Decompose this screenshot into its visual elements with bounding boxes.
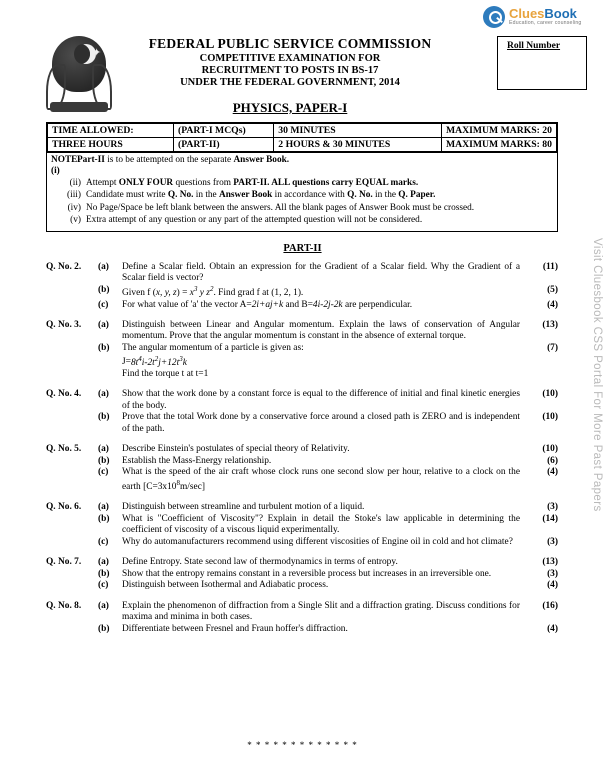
question-part-label: (a): [98, 600, 109, 611]
question-marks: (3): [547, 568, 558, 579]
question-part-label: (b): [98, 284, 110, 295]
question-number: Q. No. 5.: [46, 444, 82, 455]
instructions-frame: [46, 122, 558, 232]
question-number: Q. No. 6.: [46, 502, 82, 513]
question-text: Distinguish between Isothermal and Adiabatic process.: [122, 580, 329, 591]
question-part-row: [46, 285, 558, 300]
exam-line-4: UNDER THE FEDERAL GOVERNMENT, 2014: [180, 77, 400, 88]
question-number: Q. No. 4.: [46, 389, 82, 400]
question-part-label: (b): [98, 568, 110, 579]
question-marks: (10): [542, 444, 558, 455]
question-marks: (4): [547, 623, 558, 634]
question-text: Why do automanufacturers recommend using different viscosities of Engine oil in cold and hot climate?: [122, 536, 513, 547]
question-part-label: (a): [98, 320, 109, 330]
question-number: Q. No. 2.: [46, 262, 82, 272]
question-part-row: [46, 320, 558, 343]
part2-duration: 2 HOURS & 30 MINUTES: [274, 138, 442, 152]
part1-label: (PART-I MCQs): [173, 124, 273, 138]
question-text: Describe Einstein's postulates of special theory of Relativity.: [122, 444, 350, 455]
question-part-label: (a): [98, 557, 109, 568]
part1-max-marks: MAXIMUM MARKS: 20: [441, 124, 556, 138]
note-tag: (iv): [67, 202, 81, 213]
question-part-row: [46, 262, 558, 285]
cluesbook-tagline: Education, career counseling: [509, 20, 582, 27]
question-part-row: [46, 343, 558, 381]
cluesbook-search-icon: [483, 6, 505, 28]
question-text: Prove that the total Work done by a conservative force around a closed path is ZERO and is independent of the path.: [122, 412, 520, 434]
crescent-moon-icon: [70, 44, 90, 64]
question-text: Define a Scalar field. Obtain an expression for the Gradient of a Scalar field. Why the Gradient of a Scalar field is vector?: [122, 262, 520, 284]
cluesbook-name-part2: Book: [544, 6, 577, 22]
commission-title: FEDERAL PUBLIC SERVICE COMMISSION: [148, 36, 432, 51]
note-tag: (iii): [67, 190, 81, 201]
question-marks: (10): [542, 412, 558, 423]
exam-line-3: RECRUITMENT TO POSTS IN BS-17: [201, 65, 379, 76]
question-text: Distinguish between streamline and turbulent motion of a liquid.: [122, 502, 365, 513]
note-tag: NOTE:(i): [51, 155, 81, 177]
notes-block: [47, 152, 557, 231]
question-marks: (4): [547, 467, 558, 478]
question-marks: (6): [547, 455, 558, 466]
question-number: Q. No. 8.: [46, 600, 82, 611]
question-part-label: (b): [98, 623, 110, 634]
question-part-label: (c): [98, 580, 109, 591]
question-group: [46, 389, 558, 435]
question-part-label: (a): [98, 262, 109, 272]
question-part-row: [46, 580, 558, 591]
question-number: Q. No. 7.: [46, 557, 82, 568]
part2-label: (PART-II): [173, 138, 273, 152]
question-number: Q. No. 3.: [46, 320, 82, 330]
side-watermark: Visit Cluesbook CSS Portal For More Past Papers: [591, 238, 603, 512]
question-marks: (13): [542, 320, 558, 330]
question-part-row: [46, 467, 558, 493]
question-part-label: (b): [98, 342, 110, 353]
question-group: [46, 601, 558, 635]
star-icon: ✦: [92, 47, 102, 59]
note-item: [51, 215, 553, 226]
questions-list: [46, 262, 558, 644]
note-item: [51, 178, 553, 189]
question-group: [46, 444, 558, 493]
question-text: Define Entropy. State second law of thermodynamics in terms of entropy.: [122, 557, 398, 568]
question-part-row: [46, 537, 558, 548]
question-group: [46, 557, 558, 591]
note-item: [51, 190, 553, 201]
question-part-row: [46, 456, 558, 467]
question-part-label: (b): [98, 412, 110, 423]
part2-heading: PART-II: [283, 243, 322, 254]
question-part-row: [46, 389, 558, 412]
question-marks: (5): [547, 284, 558, 295]
question-text: Establish the Mass-Energy relationship.: [122, 455, 272, 466]
question-part-label: (b): [98, 455, 110, 466]
document-header: [120, 36, 460, 116]
marks-table: [47, 123, 557, 152]
table-row: [48, 124, 557, 138]
question-group: [46, 262, 558, 311]
question-marks: (4): [547, 299, 558, 310]
cluesbook-title: [509, 7, 582, 21]
part1-duration: 30 MINUTES: [274, 124, 442, 138]
exam-line-2: COMPETITIVE EXAMINATION FOR: [199, 53, 381, 64]
question-part-row: [46, 624, 558, 635]
question-part-row: [46, 300, 558, 311]
note-item: [51, 155, 553, 177]
question-part-label: (c): [98, 467, 109, 478]
question-part-row: [46, 444, 558, 455]
question-part-label: (a): [98, 389, 109, 400]
cluesbook-name-part1: Clues: [509, 6, 545, 22]
question-part-row: [46, 569, 558, 580]
question-marks: (11): [542, 262, 558, 272]
note-item: [51, 203, 553, 214]
cluesbook-wordmark: [509, 7, 582, 26]
question-marks: (3): [547, 502, 558, 513]
question-part-label: (b): [98, 513, 110, 524]
question-group: [46, 320, 558, 380]
question-group: [46, 502, 558, 548]
question-text: The angular momentum of a particle is given as: $J=8t^4i-2t^2j+12t^3k$ Find the torque t at t=1: [122, 342, 304, 379]
question-text: Given f (x, y, $z) = x^3$ y $z^2$. Find grad f at (1, 2, 1).: [122, 284, 304, 299]
note-text: Attempt ONLY FOUR questions from PART-II. ALL questions carry EQUAL marks.: [86, 178, 419, 189]
question-part-row: [46, 557, 558, 568]
total-hours-label: THREE HOURS: [48, 138, 174, 152]
question-text: For what value of 'a' the vector A=2i+aj+k and B=4i-2j-2k are perpendicular.: [122, 299, 413, 310]
question-text: Show that the work done by a constant force is equal to the difference of initial and final kinetic energies of the body.: [122, 389, 520, 411]
question-marks: (14): [542, 513, 558, 524]
paper-title: PHYSICS, PAPER-I: [232, 100, 348, 115]
question-part-label: (c): [98, 536, 109, 547]
question-text: Distinguish between Linear and Angular momentum. Explain the laws of conservation of Angular momentum. Prove that the angular momentum is constant in the absence of external torque.: [122, 320, 520, 342]
question-part-row: [46, 514, 558, 537]
note-tag: (v): [70, 214, 81, 225]
question-marks: (16): [542, 600, 558, 611]
note-text: Part-II is to be attempted on the separate Answer Book.: [77, 155, 290, 165]
question-text: Explain the phenomenon of diffraction from a Single Slit and a diffraction grating. Discuss conditions for maxima and minima in both cases.: [122, 600, 520, 623]
question-part-label: (c): [98, 299, 109, 310]
question-text: What is the speed of the air craft whose clock runs one second slow per hour, relative to a clock on the earth $[C=3x10^8m/\sec]$: [122, 467, 520, 492]
question-text: Show that the entropy remains constant in a reversible process but increases in an irreversible one.: [122, 568, 492, 579]
question-marks: (10): [542, 389, 558, 400]
roll-number-box[interactable]: [497, 36, 587, 90]
question-part-label: (a): [98, 502, 109, 513]
pakistan-emblem-icon: [46, 34, 112, 112]
table-row: [48, 138, 557, 152]
question-part-label: (a): [98, 444, 109, 455]
question-marks: (4): [547, 580, 558, 591]
note-tag: (ii): [69, 178, 81, 189]
question-part-row: [46, 412, 558, 435]
question-text: What is "Coefficient of Viscosity"? Explain in detail the Stoke's law applicable in determining the coefficient of viscosity of a viscous liquid experimentally.: [122, 513, 520, 536]
emblem-banner: [50, 102, 108, 112]
question-marks: (13): [542, 557, 558, 568]
cluesbook-logo: [483, 4, 599, 30]
time-allowed-label: TIME ALLOWED:: [48, 124, 174, 138]
roll-number-label: Roll Number: [507, 41, 561, 51]
question-part-row: [46, 601, 558, 624]
note-text: Extra attempt of any question or any part of the attempted question will not be considered.: [86, 214, 423, 225]
note-text: Candidate must write Q. No. in the Answer Book in accordance with Q. No. in the Q. Paper.: [86, 190, 436, 201]
part2-max-marks: MAXIMUM MARKS: 80: [441, 138, 556, 152]
footer-stars: * * * * * * * * * * * * *: [247, 740, 358, 750]
question-marks: (7): [547, 342, 558, 353]
question-part-row: [46, 502, 558, 513]
question-marks: (3): [547, 536, 558, 547]
note-text: No Page/Space be left blank between the answers. All the blank pages of Answer Book must be crossed.: [86, 202, 475, 213]
question-text: Differentiate between Fresnel and Fraun hoffer's diffraction.: [122, 623, 348, 634]
